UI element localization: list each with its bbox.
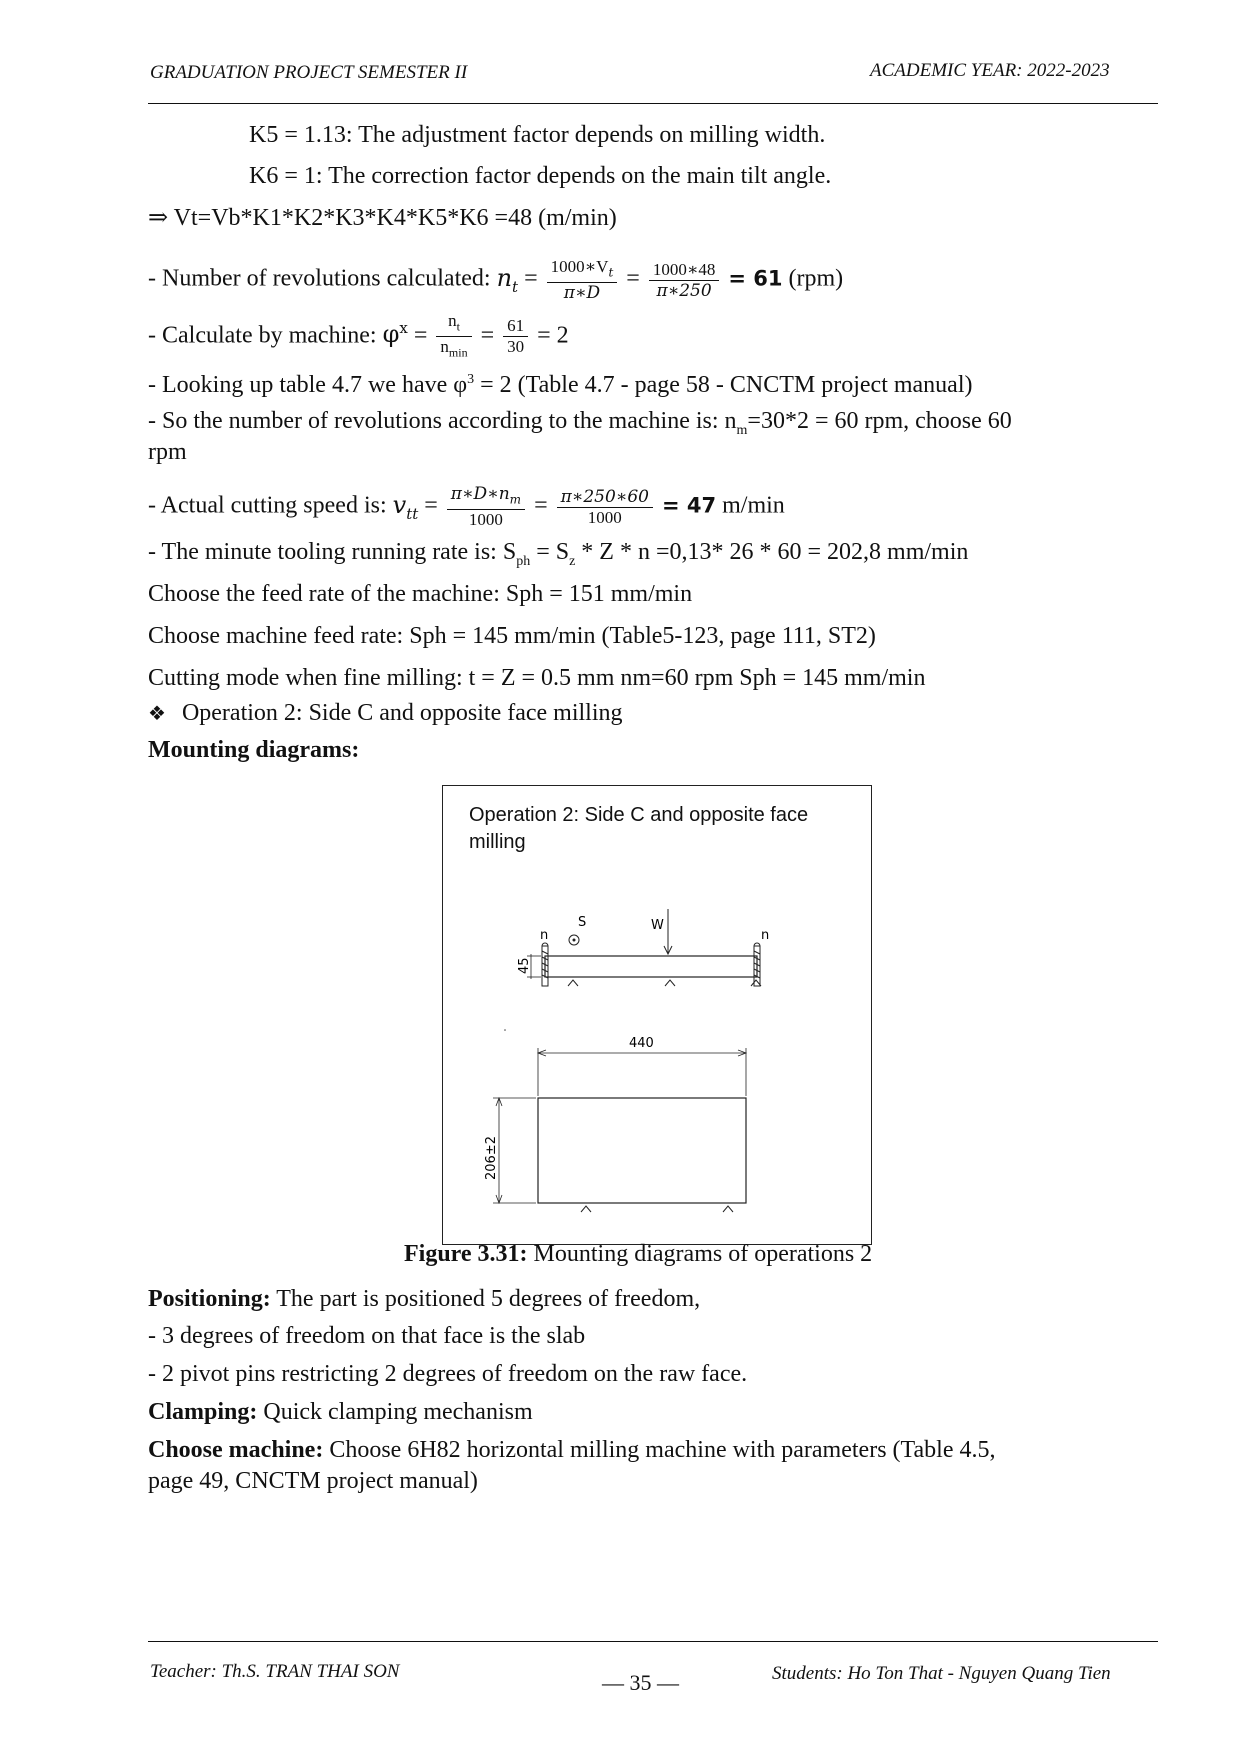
positioning-line: Positioning: The part is positioned 5 degrees of freedom,: [148, 1286, 701, 1312]
w-label: W: [651, 918, 664, 933]
lookup-line: - Looking up table 4.7 we have $\varphi^3 = 2$ (Table 4.7 - page 58 - CNCTM project manual): [148, 372, 973, 398]
footer-teacher: Teacher: Th.S. TRAN THAI SON: [150, 1661, 400, 1682]
revolutions-fraction-2: $\frac{1000∗48}{\pi∗250}$: [649, 260, 720, 301]
choose-machine-line-cont: page 49, CNCTM project manual): [148, 1468, 478, 1494]
actual-speed-line: - Actual cutting speed is: $v_{tt}$ = $\frac{\pi∗D∗n_m}{1000}$ = $\frac{\pi∗250∗60}{1000}$ = 47 m/min: [148, 484, 785, 530]
so-line: - So the number of revolutions according to the machine is: $n_m=30*2 = 60$ rpm, choose 60: [148, 408, 1012, 438]
header-right: ACADEMIC YEAR: 2022-2023: [870, 60, 1110, 81]
thickness-dimension: 45: [517, 957, 532, 974]
mounting-diagram-figure: [442, 785, 872, 1245]
dof-line-1: - 3 degrees of freedom on that face is the slab: [148, 1323, 586, 1349]
k5-line: K5 = 1.13: The adjustment factor depends on milling width.: [249, 122, 826, 148]
minute-rate-line: - The minute tooling running rate is: $S_{ph} = S_z * Z * n =0,13*$ 26 * 60 = 202,8 mm/min: [148, 539, 969, 569]
revolutions-fraction-1: $\frac{1000∗V_t}{\pi∗D}$: [547, 257, 618, 303]
figure-caption: Figure 3.31: Mounting diagrams of operations 2: [404, 1241, 873, 1267]
operation-2-heading: ❖ Operation 2: Side C and opposite face milling: [148, 700, 623, 726]
cutting-mode-line: Cutting mode when fine milling: t = Z = 0.5 mm nm=60 rpm Sph = 145 mm/min: [148, 665, 926, 691]
length-dimension: 440: [629, 1036, 654, 1051]
machine-fraction-1: $\frac{n_t}{n_{min}}$: [436, 311, 471, 363]
revolutions-line: - Number of revolutions calculated: $n_t$ = $\frac{1000∗V_t}{\pi∗D}$ = $\frac{1000∗48}{\pi∗250}$ = 61 (rpm): [148, 257, 844, 304]
revolutions-label: - Number of revolutions calculated:: [148, 265, 491, 292]
machine-result: = 2: [537, 322, 569, 349]
feed-rate-line-2: Choose machine feed rate: Sph = 145 mm/min (Table5-123, page 111, ST2): [148, 623, 876, 649]
k6-line: K6 = 1: The correction factor depends on the main tilt angle.: [249, 163, 832, 189]
page-number: — 35 —: [602, 1670, 679, 1695]
footer-rule: [148, 1641, 1158, 1642]
width-dimension: 206±2: [484, 1136, 499, 1180]
machine-calc-label: - Calculate by machine:: [148, 322, 377, 349]
clamping-line: Clamping: Quick clamping mechanism: [148, 1399, 533, 1425]
machine-calc-line: - Calculate by machine: $\varphi^x$ = $\frac{n_t}{n_{min}}$ = $\frac{61}{30}$ = 2: [148, 311, 569, 363]
right-clamp-label: n: [761, 928, 770, 943]
actual-speed-label: - Actual cutting speed is:: [148, 492, 387, 519]
dof-line-2: - 2 pivot pins restricting 2 degrees of freedom on the raw face.: [148, 1361, 748, 1387]
choose-machine-line: Choose machine: Choose 6H82 horizontal milling machine with parameters (Table 4.5,: [148, 1437, 996, 1463]
support-symbols: [568, 980, 761, 986]
pivot-pin-symbols: [581, 1206, 733, 1212]
s-label: S: [578, 915, 587, 930]
actual-fraction-1: $\frac{\pi∗D∗n_m}{1000}$: [447, 484, 525, 530]
header-left: GRADUATION PROJECT SEMESTER II: [150, 62, 468, 83]
right-clamp-screw-icon: [754, 943, 760, 986]
left-clamp-label: n: [540, 928, 549, 943]
machine-fraction-2: $\frac{61}{30}$: [503, 316, 528, 357]
header-rule: [148, 103, 1158, 104]
figure-title: Operation 2: Side C and opposite face milling: [469, 804, 809, 853]
feed-rate-line-1: Choose the feed rate of the machine: Sph = 151 mm/min: [148, 581, 693, 607]
mounting-diagram-drawing: [443, 786, 871, 1244]
footer-students: Students: Ho Ton That - Nguyen Quang Tien: [772, 1663, 1111, 1684]
vt-line: ⇒ Vt=Vb*K1*K2*K3*K4*K5*K6 =48 (m/min): [148, 205, 617, 231]
revolutions-unit: (rpm): [788, 265, 844, 292]
diamond-bullet-icon: ❖: [148, 701, 166, 725]
plate-side-view: [545, 956, 757, 977]
actual-fraction-2: $\frac{\pi∗250∗60}{1000}$: [557, 487, 653, 528]
revolutions-var: $n_t$: [496, 263, 519, 296]
left-clamp-screw-icon: [542, 943, 548, 986]
mounting-diagrams-heading: Mounting diagrams:: [148, 737, 360, 763]
revolutions-result: = 61: [728, 266, 783, 291]
so-line-cont: rpm: [148, 439, 187, 465]
plate-top-view: [538, 1098, 746, 1203]
